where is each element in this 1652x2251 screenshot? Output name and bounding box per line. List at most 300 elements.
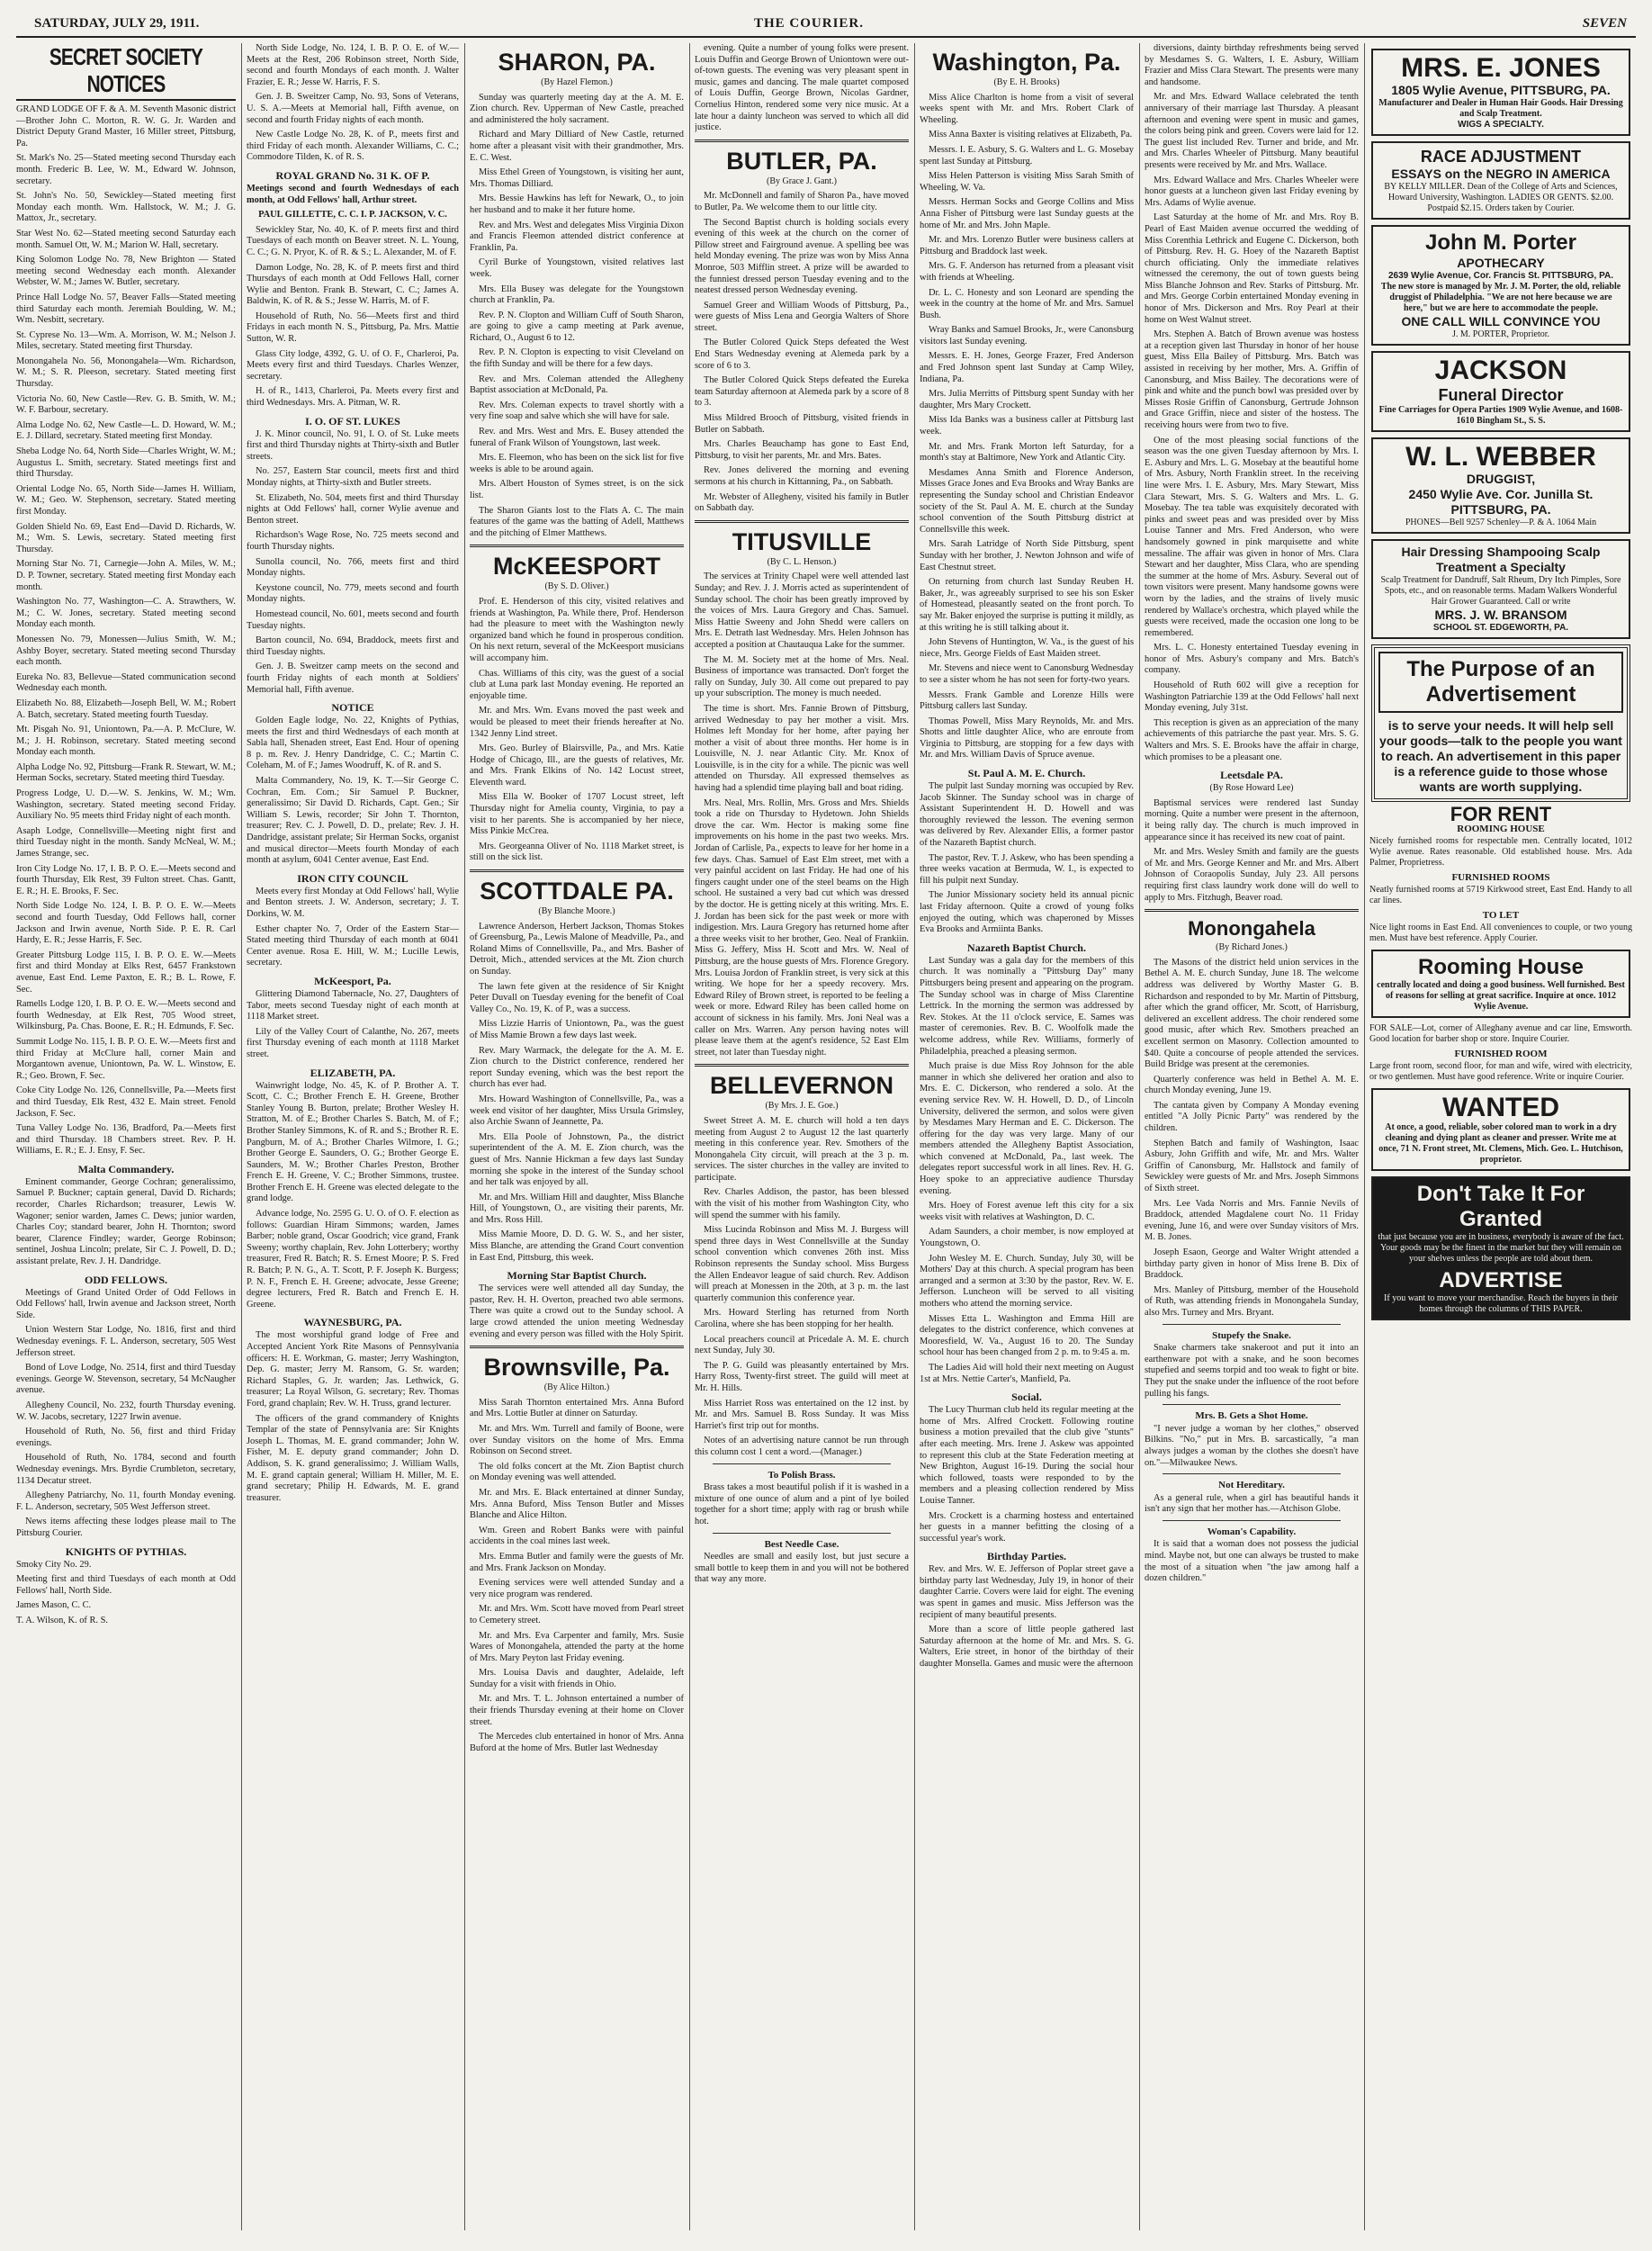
ad-porter-sub: APOTHECARY: [1457, 256, 1545, 270]
news-paragraph: John Stevens of Huntington, W. Va., is the guest of his niece, Mrs. George Fields of East Maiden street.: [920, 637, 1134, 659]
rooming-house-text: Nicely furnished rooms for respectable men. Centrally located, 1012 Wylie avenue. Rates reasonable. Old established house. Mrs. Ada Palmer, Proprietress.: [1369, 836, 1632, 868]
lodge-notice: Morning Star No. 71, Carnegie—John A. Miles, W. M.; D. P. Towner, secretary. Stated meeting first Monday each month.: [16, 559, 236, 592]
news-paragraph: Mr. and Mrs. E. Black entertained at dinner Sunday, Mrs. Anna Buford, Miss Tenson Butler and Misses Blanche and Alice Hilton.: [470, 1487, 684, 1521]
lodge-notice: Oriental Lodge No. 65, North Side—James H. William, W. M.; Geo. W. Stephenson, secretary. Stated meeting first Monday.: [16, 483, 236, 517]
news-paragraph: Mrs. E. Fleemon, who has been on the sick list for five weeks is able to be around again.: [470, 453, 684, 474]
news-paragraph: Thomas Powell, Miss Mary Reynolds, Mr. and Mrs. Shotts and little daughter Alice, who are enroute from Virginia to Pittsburg, are stopping for a few days with Mr. and Mrs. William Davis of Spruce avenue.: [920, 716, 1134, 761]
column-rule: [1139, 43, 1140, 2230]
news-paragraph: Adam Saunders, a choir member, is now employed at Youngstown, O.: [920, 1227, 1134, 1249]
elizabeth-text: Wainwright lodge, No. 45, K. of P. Brother A. T. Scott, C. C.; Brother French E. H. Greene, Brother Stanley Young B. Burton, prelate; Brother Wesley H. Stratton, M. of E.; Brother Charles S. Batch, M. of F.; Brother Stanley Simmons, K. of R. and S.; Brother R. E. Pangburn, M. of A.; Brother Charles Wilmore, I. G.; Brother George E. Saunders, O. G.; Brother George E. Saunders, M. W.; Brother Charles Preston, Brother French E. H. Greene, V. C.; Brother Simmons, trustee. Brother French E. H. Greene was elected delegate to the grand lodge.: [247, 1080, 459, 1204]
news-paragraph: Mr. Webster of Allegheny, visited his family in Butler on Sabbath day.: [695, 491, 909, 514]
lodge-list-top: [247, 43, 459, 164]
news-paragraph: Mrs. Geo. Burley of Blairsville, Pa., and Mrs. Katie Hodge of Chicago, Ill., are the guests of relatives, Mr. and Mrs. Frank Elkins of No. 142 Locust street, Eleventh ward.: [470, 743, 684, 788]
bellevernon-text: [695, 1116, 909, 1459]
ad-race-adjustment: [1371, 141, 1630, 220]
news-paragraph: Mrs. Louisa Davis and daughter, Adelaide, left Sunday for a visit with friends in Ohio.: [470, 1668, 684, 1689]
news-paragraph: The services at Trinity Chapel were well attended last Sunday; and Rev. J. J. Morris acted as superintendent of Sunday school. The choir has been greatly improved by the voices of Mrs. Laura Gregory and Chas. Samuel. Miss Hattie Sweeny and John Shedd were callers on Mrs. E. Detrath last Wednesday. Mrs. Helen Johnson has accepted a position at Chautauqua Lake for the summer.: [695, 572, 909, 650]
ad-purpose-body: is to serve your needs. It will help sell your goods—talk to the people you want to reach. An advertisement in this paper is a reference guide to those whose wants are worth supplying.: [1379, 718, 1622, 794]
kop-heading: KNIGHTS OF PYTHIAS.: [65, 1544, 187, 1558]
to-let-text: Nice light rooms in East End. All conveniences to couple, or two young men. Must have best reference. Apply Courier.: [1369, 923, 1632, 943]
divider: [713, 1463, 891, 1464]
mckeesport-lodge-heading: McKeesport, Pa.: [314, 974, 391, 987]
sharon-text: [470, 93, 684, 540]
news-paragraph: Miss Mamie Moore, D. D. G. W. S., and her sister, Miss Blanche, are attending the Grand Court convention in East End, Pittsburg, this week.: [470, 1229, 684, 1263]
st-lukes-notice: Barton council, No. 694, Braddock, meets first and third Tuesday nights.: [247, 635, 459, 657]
ad-porter-name: John M. Porter: [1424, 230, 1576, 255]
monongahela-heading: Monongahela: [1188, 917, 1315, 941]
titusville-text: [695, 572, 909, 1058]
ad-bransom-address: SCHOOL ST. EDGEWORTH, PA.: [1432, 623, 1569, 633]
news-paragraph: Mr. and Mrs. Lorenzo Butler were business callers at Pittsburg and Braddock last week.: [920, 235, 1134, 257]
lodge-notice: Prince Hall Lodge No. 57, Beaver Falls—Stated meeting third Saturday each month. Jeremiah Boulding, W. M.; Wm. Nesbitt, secretary.: [16, 292, 236, 326]
divider: [470, 1346, 684, 1348]
news-paragraph: The Mercedes club entertained in honor of Mrs. Anna Buford at the home of Mrs. Butler last Wednesday: [470, 1732, 684, 1753]
furnished-room-text: Large front room, second floor, for man and wife, wired with electricity, or two gentlemen. Must have good reference. Write or inquire Courier.: [1369, 1061, 1632, 1082]
news-paragraph: Richard and Mary Dilliard of New Castle, returned home after a pleasant visit with their grandmother, Mrs. E. C. West.: [470, 130, 684, 163]
furnished-rooms-heading: FURNISHED ROOMS: [1451, 872, 1550, 883]
news-paragraph: The P. G. Guild was pleasantly entertained by Mrs. Harry Ross, Twenty-first street. The guild will meet at Mr. H. Hills.: [695, 1360, 909, 1393]
divider: [1163, 1404, 1341, 1405]
lodge-notice: H. of R., 1413, Charleroi, Pa. Meets every first and third Wednesdays. Mrs. A. Pitman, W. R.: [247, 386, 459, 409]
column-2: [247, 43, 459, 2230]
ad-webber-phones: PHONES—Bell 9257 Schenley—P. & A. 1064 Main: [1405, 518, 1597, 527]
news-paragraph: Prof. E. Henderson of this city, visited relatives and friends at Washington, Pa. While there, Prof. Henderson had the pleasure to meet with the Washington newly organized band which he found in prosperous condition. On his next return, several of the McKeesport musicians will accompany him.: [470, 596, 684, 663]
mckeesport-lodge-notice: Glittering Diamond Tabernacle, No. 27, Daughters of Tabor, meets second Tuesday night of each month at 1118 Market street.: [247, 988, 459, 1022]
divider: [695, 140, 909, 142]
lodge-notice: Gen. J. B. Sweitzer Camp, No. 93, Sons of Veterans, U. S. A.—Meets at Memorial hall, Fifth avenue, on second and fourth Friday nights of each month.: [247, 92, 459, 125]
waynesburg-notice: The officers of the grand commandery of Knights Templar of the state of Pennsylvania are: Sir Knights Joseph L. Thomas, M. E. grand commander; John W. Fisher, M. E. deputy grand commander; John D. Addison, S. K. grand generalissimo; J. William Walls, M. E. grand captain general; William H. Miller, M. E. grand secretary; Philip H. Edwards, M. E. grand treasurer.: [247, 1413, 459, 1503]
lodge-list-mid: [247, 225, 459, 410]
lodge-notice: Washington No. 77, Washington—C. A. Strawthers, W. M.; C. W. Jones, secretary. Stated meeting second Monday each month.: [16, 597, 236, 630]
snake-heading: Stupefy the Snake.: [1212, 1329, 1291, 1341]
lodge-notice: Glass City lodge, 4392, G. U. of O. F., Charleroi, Pa. Meets every first and third Tuesdays. Charles Wenzer, secretary.: [247, 348, 459, 382]
news-paragraph: The Junior Missionary society held its annual picnic last Friday afternoon. Quite a crowd of young folks enjoyed the outing, which was chaperoned by Misses Eva Brooks and Armiinta Banks.: [920, 890, 1134, 935]
news-paragraph: diversions, dainty birthday refreshments being served by Mesdames S. G. Walters, I. E. Asbury, William Frazier and Miss Clara Stewart. The presents were many and handsome.: [1145, 43, 1359, 87]
news-paragraph: Mr. and Mrs. Wesley Smith and family are the guests of Mr. and Mrs. George Kenner and Mr. and Mrs. Albert Johnson of Coraopolis Sunday, July 23. All persons requiring first class laundry work done will do well to apply to Mrs. Fitzhugh, Beaver road.: [1145, 847, 1359, 903]
continued-social-text: [1145, 43, 1359, 763]
bellevernon-byline: (By Mrs. J. E. Goe.): [765, 1101, 839, 1112]
column-3: [470, 43, 684, 2230]
classifieds-2: [1369, 1023, 1632, 1083]
ad-advertise-body: If you want to move your merchandise. Reach the buyers in their homes through the columns of THIS PAPER.: [1384, 1293, 1618, 1314]
ad-jackson-name: JACKSON: [1434, 356, 1567, 385]
news-paragraph: Rev. Jones delivered the morning and evening sermons at his church in Kittanning, Pa., on Sabbath.: [695, 465, 909, 487]
news-paragraph: Rev. and Mrs. W. E. Jefferson of Poplar street gave a birthday party last Wednesday, July 19, in honor of their daughter Carrie. Covers were laid for eight. The evening was spent in games and music. Miss Jefferson was the recipient of many beautiful presents.: [920, 1564, 1134, 1620]
news-paragraph: Mrs. Neal, Mrs. Rollin, Mrs. Gross and Mrs. Shields took a ride on Thursday to Hydetown. John Shields drove the car. Wm. Hector is making some fine improvements on his home in the past two weeks. Mrs. Jordan of Carlisle, Pa., expects to leave for her home in a few days. Chas. Samuel of East Elm street, met with a very painful accident on last Friday. He had one of his fingers caught under one of the steel beams on the High school. He sustained a very bad cut which was dressed by the doctor. He is getting nicely at this writing. Mrs. E. J. Jordan has been sick for the past week or more with indigestion. Mrs. Laura Gregory has returned home after a three weeks visit to her brother, Geo. Neal of Frankiin. Miss G. Jeffery, Miss H. Scott and Mrs. W. Neal of Pittsburg, are the house guests of Mrs. Florence Gregory. Mrs. Louisa Jordon of Franklin street, is very sick at this writing. We hope for her a speedy recovery. Mrs. Edward Riley of Brown street, is reported to be feeling a week or more. Edward Riley has been called home on account of sickness in his family. Mrs. Joni Neal was a caller on Mrs. Warren. Any person having notes will please leave them at the agent's residence, 52 East Elm street, not later than Tuesday night.: [695, 797, 909, 1058]
st-lukes-notice: Homestead council, No. 601, meets second and fourth Tuesday nights.: [247, 608, 459, 631]
nazareth-text: [920, 956, 1134, 1385]
news-paragraph: Rev. and Mrs. West and Mrs. E. Busey attended the funeral of Frank Wilson of Youngstown, last week.: [470, 427, 684, 448]
news-paragraph: Miss Ida Banks was a business caller at Pittsburg last week.: [920, 415, 1134, 437]
news-paragraph: The pastor, Rev. T. J. Askew, who has been spending a three weeks vacation at Bermuda, W. I., is expected to fill his pulpit next Sunday.: [920, 852, 1134, 886]
morning-star-text: [470, 1283, 684, 1340]
oddfellows-notice: Allegheny Patriarchy, No. 11, fourth Monday evening. F. L. Anderson, secretary, 505 West Jefferson street.: [16, 1490, 236, 1512]
social-heading: Social.: [1011, 1391, 1042, 1404]
kop-notice: Meeting first and third Tuesdays of each month at Odd Fellows' hall, North Side.: [16, 1574, 236, 1596]
lodge-notice: Victoria No. 60, New Castle—Rev. G. B. Smith, W. M.; W. F. Barbour, secretary.: [16, 393, 236, 416]
news-paragraph: Mrs. Edward Wallace and Mrs. Charles Wheeler were honor guests at a luncheon given last Friday evening by Mrs. Adams of Wylie avenue.: [1145, 175, 1359, 208]
news-paragraph: Mrs. G. F. Anderson has returned from a pleasant visit with friends at Wheeling.: [920, 261, 1134, 283]
mckeesport-heading: McKEESPORT: [492, 553, 661, 581]
news-paragraph: Mr. and Mrs. Edward Wallace celebrated the tenth anniversary of their marriage last Thursday. A pleasant afternoon and evening were spent in music and games, the colors being pink and green. Covers were laid for 12. The guest list included Rev. Turner and bride, and Mr. and Mrs. Charles Wheeler of Pittsburg. Many beautiful presents were received by Mr. and Mrs. Wallace.: [1145, 92, 1359, 170]
ad-jones-line1: Manufacturer and Dealer in Human Hair Goods. Hair Dressing and Scalp Treatment.: [1378, 98, 1623, 119]
notice-heading: NOTICE: [331, 701, 374, 715]
birthday-heading: Birthday Parties.: [987, 1550, 1066, 1563]
monongahela-byline: (By Richard Jones.): [1216, 942, 1288, 953]
news-paragraph: Mrs. Stephen A. Batch of Brown avenue was hostess at a reception given last Thursday in honor of her house guest, Miss Ella Bailey of Pittsburg. Mrs. Batch was assisted in receiving by her mother, Mrs. A. Griffin of Canonsburg, and Miss Bailey. The decorations were of pink and white and the punch bowl was presided over by Misses Rosie Griffin of Canonsburg, Gertrude Johnson and Grace Griffin, niece and sister of the hostess. The receiving hours were from two to five.: [1145, 329, 1359, 430]
news-paragraph: Mrs. Georgeanna Oliver of No. 1118 Market street, is still on the sick list.: [470, 841, 684, 863]
news-paragraph: Mrs. Howard Sterling has returned from North Carolina, where she has been stopping for her health.: [695, 1308, 909, 1329]
lodge-notice: North Side Lodge, No. 124, I. B. P. O. E. of W.—Meets at the Rest, 206 Robinson street, North Side, second and fourth Mondays of each month. J. Walter Frazier, E. R.; Jesse W. Harris, F. S.: [247, 43, 459, 87]
oddfellows-notice: Household of Ruth, No. 56, first and third Friday evenings.: [16, 1427, 236, 1448]
rooming-house-heading: ROOMING HOUSE: [1457, 824, 1545, 834]
news-paragraph: Miss Helen Patterson is visiting Miss Sarah Smith of Wheeling, W. Va.: [920, 171, 1134, 193]
lodge-list: [16, 104, 236, 1157]
news-paragraph: Wm. Green and Robert Banks were with painful accidents in the coal mines last week.: [470, 1525, 684, 1547]
news-paragraph: Mrs. Howard Washington of Connellsville, Pa., was a week end visitor of her daughter, Miss Ursula Grimsley, also Archie Swann of Jeannette, Pa.: [470, 1094, 684, 1128]
news-paragraph: Mesdames Anna Smith and Florence Anderson, Misses Grace Jones and Eva Brooks and Wray Banks are representing the Sunday school and Christian Endeavor society of the St. Paul A. M. E. church at the Sunday school convention of the South Pittsburg district at Connellsville this week.: [920, 467, 1134, 535]
news-paragraph: This reception is given as an appreciation of the many achievements of this patriarche the past year. Mrs. S. G. Walters and Mrs. S. E. Brooks have the affair in charge, which promises to be a pleasant one.: [1145, 717, 1359, 762]
monongahela-text: [1145, 958, 1359, 1319]
secret-society-title: SECRET SOCIETY NOTICES: [16, 43, 236, 101]
nazareth-heading: Nazareth Baptist Church.: [967, 941, 1086, 954]
ad-bransom-name: MRS. J. W. BRANSOM: [1434, 608, 1567, 622]
news-paragraph: Miss Anna Baxter is visiting relatives at Elizabeth, Pa.: [929, 130, 1133, 140]
news-paragraph: The Masons of the district held union services in the Bethel A. M. E. church Sunday, June 18. The welcome address was delivered by Worthy Master G. B. Richardson and responded to by Mr. Martin of Pittsburg, after which the grand officer, Mr. Scott, of Harrisburg, delivered an excellent address. The choir rendered some good music, after which Rev. Smothers preached an excellent sermon on Masonry. Collection amounted to $40. Quite a concourse of people attended the services. Build Bridge was present at the ceremonies.: [1145, 957, 1359, 1070]
news-paragraph: Local preachers council at Pricedale A. M. E. church next Sunday, July 30.: [695, 1334, 909, 1356]
ad-bransom-head: Hair Dressing Shampooing Scalp Treatment a Specialty: [1401, 545, 1601, 574]
butler-byline: (By Grace J. Gant.): [766, 176, 838, 186]
news-paragraph: Last Saturday at the home of Mr. and Mrs. Roy B. Pearl of East Maiden avenue occurred the wedding of Miss Corenthia Lethrick and Eugene C. Dickerson, both of Pittsburg. Rev. H. G. Hoey of the Nazareth Baptist church officiating. Only the immediate relatives witnessed the ceremony, the out of town guests being Miss Blanche Johnson and Rev. Starks of Pittsburg. Mr. and Mrs. George Corbin entertained Monday evening in honor of Mrs. Dickerson and Mrs. Roy Pearl at their home on West Walnut street.: [1145, 212, 1359, 325]
bellevernon-heading: BELLEVERNON: [709, 1072, 894, 1100]
news-paragraph: The M. M. Society met at the home of Mrs. Neal. Business of importance was transacted. Don't forget the rally on Sunday, July 30. All come out prepared to pay up your subscription. The money is much needed.: [695, 654, 909, 699]
st-lukes-list: [247, 429, 459, 696]
ad-webber-address: 2450 Wylie Ave. Cor. Junilla St. PITTSBURG, PA.: [1408, 487, 1594, 517]
lodge-notice: St. Cyprese No. 13—Wm. A. Morrison, W. M.; Nelson J. Miles, secretary. Stated meeting first Thursday.: [16, 329, 236, 352]
lodge-notice: Damon Lodge, No. 28, K. of P. meets first and third Thursdays of each month at Odd Fellows Hall, corner Wylie and Benton. Frank B. Stewart, C. C.; James A. Baldwin, K. of R. & S.; Jesse W. Harris, M. of F.: [247, 262, 459, 307]
scottdale-text: [470, 922, 684, 1265]
lodge-notice: Progress Lodge, U. D.—W. S. Jenkins, W. M.; Wm. Washington, secretary. Stated meeting second Friday. Auxiliary No. 95 meets third Friday night of each month.: [16, 788, 236, 822]
news-paragraph: Mrs. Ella Poole of Johnstown, Pa., the district superintendent of the A. M. E. Zion church, was the guest of Mrs. Nannie Hickman a few days last Sunday morning she spoke in the interest of the Sunday school and her talk was enjoyed by all.: [470, 1131, 684, 1188]
st-lukes-notice: Richardson's Wage Rose, No. 725 meets second and fourth Thursday nights.: [247, 530, 459, 552]
st-lukes-notice: Gen. J. B. Sweitzer camp meets on the second and fourth Friday nights of each month at Soldiers' Memorial hall, Fifth avenue.: [247, 662, 459, 695]
ad-race-head: RACE ADJUSTMENT: [1420, 148, 1582, 166]
polish-brass-heading: To Polish Brass.: [768, 1469, 836, 1481]
ad-purpose-head: The Purpose of an Advertisement: [1378, 652, 1623, 713]
news-paragraph: Mr. and Mrs. T. L. Johnson entertained a number of their friends Thursday evening at their home on Clover street.: [470, 1694, 684, 1727]
column-rule: [1364, 43, 1365, 2230]
news-paragraph: Mrs. Emma Butler and family were the guests of Mr. and Mrs. Frank Jackson on Monday.: [470, 1551, 684, 1573]
news-paragraph: Mr. and Mrs. Wm. Turrell and family of Boone, were over Sunday visitors on the home of Mrs. Emma Robinson on Second street.: [470, 1424, 684, 1457]
news-paragraph: John Wesley M. E. Church. Sunday, July 30, will be Mothers' Day at this church. A special program has been arranged and a sermon at 3:30 by the pastor, Rev. W. E. Jefferson. Luncheon will be served to all visiting mothers who attend the morning service.: [920, 1253, 1134, 1309]
ad-jackson-sub: Funeral Director: [1438, 386, 1564, 404]
oddfellows-list: [16, 1288, 236, 1540]
news-paragraph: Rev. P. N. Clopton and William Cuff of South Sharon, are going to give a camp meeting at Park avenue, Richard, O., August 6 to 12.: [470, 310, 684, 343]
for-sale-text: FOR SALE—Lot, corner of Alleghany avenue and car line, Emsworth. Good location for barber shop or store. Inquire Courier.: [1369, 1023, 1632, 1044]
elizabeth-heading: ELIZABETH, PA.: [310, 1066, 396, 1079]
iron-city-list: [247, 887, 459, 969]
news-paragraph: Messrs. E. H. Jones, George Frazer, Fred Anderson and Fred Johnson spent last Sunday at Camp Wiley, Indiana, Pa.: [920, 351, 1134, 384]
snake-text: Snake charmers take snakeroot and put it into an earthenware pot with a snake, and he soon becomes stupefied and seems torpid and too weak to fight or bite. They put the snake under the influence of the root before pulling his fangs.: [1145, 1343, 1359, 1399]
news-paragraph: Lawrence Anderson, Herbert Jackson, Thomas Stokes of Greensburg, Pa., Lewis Malone of Meadville, Pa., and Roland Mims of Connellsville, Pa., and Mrs. Basher of Detroit, Mich., attended services at the Mt. Zion church on Sunday.: [470, 921, 684, 977]
news-paragraph: Quarterly conference was held in Bethel A. M. E. church Monday evening, June 19.: [1145, 1074, 1359, 1096]
news-paragraph: Rev. Charles Addison, the pastor, has been blessed with the visit of his mother from Washington City, who will spend the summer with his family.: [695, 1187, 909, 1220]
washington-text: [920, 93, 1134, 761]
lodge-notice: New Castle Lodge No. 28, K. of P., meets first and third Friday of each month. Alexander Williams, C. C.; Commodore Tilden, K. of R. S.: [247, 130, 459, 163]
news-paragraph: Miss Alice Charlton is home from a visit of several weeks spent with Mr. and Mrs. Robert Clark of Wheeling.: [920, 92, 1134, 125]
kop-list: [16, 1560, 236, 1627]
column-4: [695, 43, 909, 2230]
news-paragraph: Mr. and Mrs. Frank Morton left Saturday, for a month's stay at Baltimore, New York and Atlantic City.: [920, 441, 1134, 464]
continued-text: [695, 43, 909, 134]
news-paragraph: Mrs. Manley of Pittsburg, member of the Household of Ruth, was attending friends in Monongahela Sunday, also Mrs. Turney and Mrs. Bryant.: [1145, 1284, 1359, 1318]
furnished-room-heading: FURNISHED ROOM: [1454, 1049, 1548, 1059]
news-paragraph: One of the most pleasing social functions of the season was the one given Tuesday afternoon by Mrs. I. E. Asbury and Mrs. L. G. Mosebay at the beautiful home of Mrs. Asbury, North Franklin street. In the receiving line were Mrs. I. E. Asbury, Mrs. Mary Stewart, Miss Clara Stewart, Mrs. S. G. Walters and Mrs. L. G. Mosebay. The tea table was exquisitely decorated with pinks and sweet peas and was presided over by Miss Louise Tanner and Mrs. Fred Anderson, who were handsomely gowned in pink marquisette and white messaline. The affair was given in honor of Mrs. Clara Stewart and her daughter, Miss Clara, who are spending the summer at the home of Mrs. Asbury. Several out of town visitors were present. Many handsome gowns were worn by the ladies, and the strains of lively music rendered by Wallace's orchestra, which played while the guests were received, made the occasion one long to be remembered.: [1145, 435, 1359, 638]
ad-porter-body: The new store is managed by Mr. J. M. Porter, the old, reliable druggist of Philadelphia. "We are not here because we are here," but we are here to accommodate the people.: [1380, 282, 1621, 313]
mckeesport-lodge-notice: Lily of the Valley Court of Calanthe, No. 267, meets first Thursday evening of each month at 1118 Market street.: [247, 1026, 459, 1059]
ad-webber-name: W. L. WEBBER: [1405, 442, 1596, 472]
furnished-rooms-text: Neatly furnished rooms at 5719 Kirkwood street, East End. Handy to all car lines.: [1369, 885, 1632, 905]
oddfellows-heading: ODD FELLOWS.: [84, 1273, 167, 1286]
malta-text: Eminent commander, George Cochran; generalissimo, Samuel P. Buckner; captain general, David D. Richards; recorder, Charles Richardson; treasurer, Lewis W. Wagoner; senior warden, James C. Dews; junior warden, Charles Coy; standard bearer, John H. Thornton; sword bearer, Clarence Findley; warder, George Robinson; sentinel, Joshua Lincoln; prelate, Sir C. J. Powell, D. D.; assistant prelate, Rev. J. H. Dandridge.: [16, 1176, 236, 1267]
iron-city-notice: Meets every first Monday at Odd Fellows' hall, Wylie and Benton streets. J. W. Anderson, secretary; J. T. Dorkins, W. M.: [247, 886, 459, 919]
st-lukes-notice: Keystone council, No. 779, meets second and fourth Monday nights.: [247, 582, 459, 605]
column-rule: [689, 43, 690, 2230]
oddfellows-notice: Allegheny Council, No. 232, fourth Thursday evening. W. W. Jacobs, secretary, 1227 Irwin avenue.: [16, 1400, 236, 1422]
news-paragraph: Rev. Mary Warmack, the delegate for the A. M. E. Zion church to the District conference, rendered her report Sunday evening, which was the best report the church has ever had.: [470, 1045, 684, 1090]
news-paragraph: Mrs. Lee Vada Norris and Mrs. Fannie Nevils of Braddock, attended Magdalene court No. 11 Friday evening, June 16, and were over Sunday visitors of Mrs. M. B. Jones.: [1145, 1198, 1359, 1243]
washington-byline: (By E. H. Brooks): [993, 77, 1060, 87]
ad-race-sub: ESSAYS on the NEGRO IN AMERICA: [1391, 167, 1611, 181]
paper-name: THE COURIER.: [754, 16, 865, 31]
leetsdale-text: [1145, 798, 1359, 904]
butler-text: [695, 191, 909, 514]
royal-grand-text: Meetings second and fourth Wednesdays of each month, at Odd Fellows' hall, Arthur street.: [247, 183, 459, 205]
lodge-notice: Monessen No. 79, Monessen—Julius Smith, W. M.; Ashby Boyer, secretary. Stated meeting second Thursday each month.: [16, 634, 236, 668]
st-paul-text: [920, 781, 1134, 936]
hereditary-heading: Not Hereditary.: [1218, 1480, 1285, 1491]
news-paragraph: Dr. L. C. Honesty and son Leonard are spending the week in the country at the home of Mr. and Mrs. Samuel Bush.: [920, 287, 1134, 320]
news-paragraph: Mrs. Crockett is a charming hostess and entertained her guests in a manner befitting the closing of a successful year's work.: [920, 1510, 1134, 1544]
news-paragraph: Chas. Williams of this city, was the guest of a social club at Luna park last Monday evening. He reported an enjoyable time.: [470, 668, 684, 701]
lodge-notice: Monongahela No. 56, Monongahela—Wm. Richardson, W. M.; S. R. Pleeson, secretary. Stated meeting first Thursday.: [16, 356, 236, 390]
news-paragraph: Miss Lucinda Robinson and Miss M. J. Burgess will spend three days in West Connellsville at the Sunday school convention which convenes 26th inst. Miss Robinson represents the Sunday school. Miss Burgess the Allen Endeavor league of said church. Rev. Addison will preach at Monessen in the 20th, at 3 p. m. the last quarterly communion this conference year.: [695, 1225, 909, 1303]
ad-dont-take-body: that just because you are in business, everybody is aware of the fact. Your goods may be the finest in the market but they will remain on your shelves unless the people are told about them.: [1378, 1232, 1624, 1264]
ad-mrs-jones: [1371, 49, 1630, 136]
divider: [713, 1533, 891, 1534]
mckeesport-lodge-list: [247, 989, 459, 1061]
lodge-notice: North Side Lodge No. 124, I. B. P. O. E. W.—Meets second and fourth Tuesday, Odd Fellows hall, corner Jackson and Irwin avenue, North Side. P. E. R. Carl Hardy, E. R.; Jesse Harris, F. Sec.: [16, 901, 236, 946]
news-paragraph: Mrs. Bessie Hawkins has left for Newark, O., to join her husband and to make it her future home.: [470, 194, 684, 215]
ad-dont-take: [1371, 1176, 1630, 1320]
leetsdale-heading: Leetsdale PA.: [1220, 769, 1283, 782]
column-5: [920, 43, 1134, 2230]
news-paragraph: Baptismal services were rendered last Sunday morning. Quite a number were present in the afternoon, it being rally day. The church is much improved in appearance since it has received its new coat of paint.: [1145, 797, 1359, 842]
lodge-notice: Sheba Lodge No. 64, North Side—Charles Wright, W. M.; Augustus L. Smith, secretary. Stated meetings first and third Thursday.: [16, 446, 236, 480]
oddfellows-notice: Union Western Star Lodge, No. 1816, first and third Wednesday evenings. F. L. Anderson, secretary, 505 West Jefferson street.: [16, 1325, 236, 1358]
news-paragraph: Last Sunday was a gala day for the members of this church. It was nominally a "Pittsburg Day" many Pittsburgers being present and appearing on the program. The Sunday school was in charge of Miss Clarentine Lettrick. In the morning the sermon was addressed by Rev. Stokes. At the 11 o'clock service, E. Sames was master of ceremonies. Rev. B. C. Woolfolk made the welcome address, while Rev. Williams, formerly of Philadelphia, preached a pleasing sermon.: [920, 955, 1134, 1057]
lodge-notice: Star West No. 62—Stated meeting second Saturday each month. Samuel Ott, W. M.; Marion W. Hall, secretary.: [16, 228, 236, 250]
divider: [695, 520, 909, 523]
news-paragraph: Miss Ethel Green of Youngstown, is visiting her aunt, Mrs. Thomas Dilliard.: [470, 167, 684, 189]
ad-webber-sub: DRUGGIST,: [1466, 472, 1536, 486]
lodge-notice: Alma Lodge No. 62, New Castle—L. D. Howard, W. M.; E. J. Dillard, secretary. Stated meeting first Monday.: [16, 419, 236, 442]
brownsville-text: [470, 1398, 684, 1755]
news-paragraph: The Second Baptist church is holding socials every evening of this week at the church on the corner of Pillow street and Fairground avenue. A spelling bee was held Monday evening. The prize was won by Miss Anna Monroe, 503 Mifflin street. A prize will be awarded to the funniest dressed person Tuesday evening and to the neatest dressed person Wednesday evening.: [695, 217, 909, 296]
lodge-notice: Asaph Lodge, Connellsville—Meeting night first and third Tuesday night in the month. Sandy McNeal, W. M.; James Strange, sec.: [16, 825, 236, 860]
lodge-notice: Greater Pittsburg Lodge 115, I. B. P. O. E. W.—Meets first and third Monday at Elks Rest, 6457 Frankstown avenue, East End. Leme Paxton, E. R.; B. L. Rowe, F. Sec.: [16, 950, 236, 995]
news-paragraph: The Butler Colored Quick Steps defeated the West End Stars Wednesday evening at Alemeda park by a score of 6 to 3.: [695, 338, 909, 371]
for-rent-heading: FOR RENT: [1450, 803, 1552, 825]
news-paragraph: Sunday was quarterly meeting day at the A. M. E. Zion church. Rev. Upperman of New Castle, preached and administered the holy sacrament.: [470, 92, 684, 125]
capability-heading: Woman's Capability.: [1207, 1526, 1297, 1537]
st-lukes-notice: Sunolla council, No. 766, meets first and third Monday nights.: [247, 556, 459, 579]
oddfellows-notice: Meetings of Grand United Order of Odd Fellows in Odd Fellows' hall, Irwin avenue and Jackson street, North Side.: [16, 1287, 236, 1320]
page-number: SEVEN: [1582, 16, 1627, 31]
news-paragraph: Joseph Esaon, George and Walter Wright attended a birthday party given in honor of Miss Irene B. Dix of Braddock.: [1145, 1247, 1359, 1281]
lodge-notice: St. Mark's No. 25—Stated meeting second Thursday each month. Frederic B. Lee, W. M., Edward W. Johnson, secretary.: [16, 153, 236, 186]
news-paragraph: The time is short. Mrs. Fannie Brown of Pittsburg, arrived Wednesday to pay her mother a visit. Mrs. Holmes left Monday for her home, after paying her mother a visit of about three months. Her home is in Louisville, N. J. near Atlantic City. Mr. Knox of Louisville, is in the city for a while. The picnic was well attended on Thursday. All expressed themselves as having had a splendid time playing ball and boat riding.: [695, 703, 909, 794]
ad-purpose: [1371, 644, 1630, 802]
divider: [1163, 1473, 1341, 1474]
mrs-b-text: "I never judge a woman by her clothes," observed Bilkins. "No," put in Mrs. B. sarcastically, "a man always judges a woman by the clothes she doesn't have on."—Milwaukee News.: [1145, 1423, 1359, 1468]
news-paragraph: Mrs. Albert Houston of Symes street, is on the sick list.: [470, 479, 684, 500]
royal-grand-officers: PAUL GILLETTE, C. C. I. P. JACKSON, V. C.: [258, 210, 447, 221]
lodge-notice: Summit Lodge No. 115, I. B. P. O. E. W.—Meets first and third Friday at McClure hall, corner Main and Morgantown avenue, Uniontown, Pa. W. L. Winstow, E. R.; Geo. Brown, F. Sec.: [16, 1036, 236, 1081]
st-lukes-notice: J. K. Minor council, No. 91, I. O. of St. Luke meets first and third Thursday nights at Thirty-sixth and Butler streets.: [247, 428, 459, 462]
notice-item: Malta Commandery, No. 19, K. T.—Sir George C. Cochran, Em. Com.; Sir Samuel P. Buckner, generalissimo; Sir David D. Richards, Capt. Gen.; Sir William S. Lewis, recorder; Sir John T. Thornton, treasurer; Rev. C. J. Powell, D. D., prelate; Rev. J. H. Dandridge, assistant prelate; Sir Herman Socks, organist and musical director—Meets fourth Monday of each month at asylum, 6041 Center avenue, East End.: [247, 776, 459, 866]
notice-item: Golden Eagle lodge, No. 22, Knights of Pythias, meets the first and third Wednesdays of each month at Sabla hall, Shenaden street, East End. Hour of opening 8 p. m. Rev. J. Henry Dandridge, C. C.; Martin C. Coleham, M. of F.; James Woodruff, K. of R. and S.: [247, 716, 459, 771]
news-paragraph: Mrs. Charles Beauchamp has gone to East End, Pittsburg, to visit her parents, Mr. and Mrs. Bates.: [695, 439, 909, 461]
news-paragraph: The services were well attended all day Sunday, the pastor, Rev. H. H. Overton, preached two able sermons. There was quite a crowd out to the Sunday school. A large crowd attended the union meeting Wednesday evening and every person was filled with the Holy Spirit.: [470, 1283, 684, 1339]
ad-rooming-house: [1371, 950, 1630, 1018]
oddfellows-notice: News items affecting these lodges please mail to The Pittsburg Courier.: [16, 1517, 236, 1538]
iron-city-notice: Esther chapter No. 7, Order of the Eastern Star—Stated meeting third Thursday of each month at 6041 Center avenue. Rosa E. Hill, W. M.; Lucille Lewis, secretary.: [247, 923, 459, 968]
news-paragraph: Mrs. Julia Merritts of Pittsburg spent Sunday with her daughter, Mrs Mary Crockett.: [920, 389, 1134, 410]
divider: [1145, 909, 1359, 912]
news-paragraph: The cantata given by Company A Monday evening entitled "A Jolly Picnic Party" was rendered by the children.: [1145, 1100, 1359, 1134]
newspaper-page: [16, 13, 1636, 2236]
ad-jones-line2: WIGS A SPECIALTY.: [1458, 120, 1544, 130]
sharon-byline: (By Hazel Flemon.): [541, 77, 613, 87]
oddfellows-notice: Household of Ruth, No. 1784, second and fourth Wednesday evenings. Mrs. Byrdie Crumbleton, secretary, 1134 Decatur street.: [16, 1453, 236, 1486]
waynesburg-notice: The most worshipful grand lodge of Free and Accepted Ancient York Rite Masons of Pennsylvania officers: H. E. Workman, G. master; Jerry Washington, Dep. G. master; Jerry M. Ransom, G. Sr. warden; Richard Staples, G. Jr. warden; Jas. Lethwick, G. treasurer; La Royal Wilson, G. secretary; Rev. Thomas Ford, grand chaplain; Rev. W. H. Truss, grand lecturer.: [247, 1330, 459, 1409]
ad-porter-address: 2639 Wylie Avenue, Cor. Francis St. PITTSBURG, PA.: [1387, 271, 1614, 281]
lodge-notice: Ramells Lodge 120, I. B. P. O. E. W.—Meets second and fourth Wednesday, at Elk Rest, 705 Wood street, Wilkinsburg, Pa. Chas. Boone, E. R.; H. Edmunds, F. Sec.: [16, 999, 236, 1032]
ad-wanted-head: WANTED: [1442, 1093, 1559, 1122]
news-paragraph: Notes of an advertising nature cannot be run through this column cost 1 cent a word.—(Manager.): [695, 1436, 909, 1457]
column-rule: [464, 43, 465, 2230]
st-lukes-notice: St. Elizabeth, No. 504, meets first and third Thursday nights at Odd Fellows' hall, corner Wylie avenue and Benton street.: [247, 492, 459, 526]
ad-wanted-body: At once, a good, reliable, sober colored man to work in a dry cleaning and dying plant as cleaner and presser. Write me at once, 71 N. Front street, Mt. Clemens, Mich. Geo. L. Hutchison, proprietor.: [1378, 1122, 1623, 1165]
titusville-heading: TITUSVILLE: [732, 527, 872, 555]
polish-brass-text: Brass takes a most beautiful polish if it is washed in a mixture of one ounce of alum and a pint of lye boiled together for a short time; apply with rag or brush while hot.: [695, 1482, 909, 1526]
lodge-notice: King Solomon Lodge No. 78, New Brighton — Stated meeting second Wednesday each month. Alexander Webster, W. M.; James W. Butler, secretary.: [16, 255, 236, 288]
ad-race-body: BY KELLY MILLER. Dean of the College of Arts and Sciences, Howard University, Washington. LADIES OR GENTS. $2.00. Postpaid $2.15. Orders taken by Courier.: [1384, 182, 1618, 213]
news-paragraph: Mr. and Mrs. Eva Carpenter and family, Mrs. Susie Wares of Monongahela, attended the party at the home of Mrs. Mary Peyton last Friday evening.: [470, 1630, 684, 1663]
lodge-notice: Sewickley Star, No. 40, K. of P. meets first and third Tuesdays of each month on Beaver street. N. L. Young, C. C.; G. N. Pryor, K. of R. & S.; L. Alexander, M. of F.: [247, 224, 459, 257]
divider: [470, 545, 684, 547]
elizabeth-text-2: Advance lodge, No. 2595 G. U. O. of O. F. election as follows: Guardian Hiram Simmons; warden, James Barber; noble grand, Oscar Goodrich; vice grand, Frank Sweeny; worthy chaplain, Rev. John Lotterbery; worthy treasurer, Fred R. Batch; R. S. Ernest Moore; P. S. Fred R. Batch; P. N. G., A. T. Scott, P. F. Joseph K. Burgess; P. N. F., French E. H. Greene; advocate, Jesse Greene; degree lecturers, Fred R. Batch and French E. H. Greene.: [247, 1209, 459, 1310]
lodge-notice: Elizabeth No. 88, Elizabeth—Joseph Bell, W. M.; Robert A. Batch, secretary. Stated meeting fourth Tuesday.: [16, 698, 236, 720]
news-paragraph: Mr. and Mrs. Wm. Evans moved the past week and would be pleased to meet their friends hereafter at No. 1342 Jenny Lind street.: [470, 706, 684, 739]
news-paragraph: Messrs. I. E. Asbury, S. G. Walters and L. G. Mosebay spent last Sunday at Pittsburg.: [920, 144, 1134, 167]
morning-star-heading: Morning Star Baptist Church.: [507, 1269, 647, 1283]
oddfellows-notice: Bond of Love Lodge, No. 2514, first and third Tuesday evenings. George W. Stevenson, secretary, 54 McNaugher avenue.: [16, 1363, 236, 1396]
washington-heading: Washington, Pa.: [932, 49, 1121, 76]
news-paragraph: Mr. and Mrs. Wm. Scott have moved from Pearl street to Cemetery street.: [470, 1604, 684, 1625]
ad-porter-sig: J. M. PORTER, Proprietor.: [1451, 329, 1550, 339]
st-lukes-heading: I. O. OF ST. LUKES: [305, 414, 400, 428]
lodge-notice: Alpha Lodge No. 92, Pittsburg—Frank R. Stewart, W. M.; Herman Socks, secretary. Stated meeting third Tuesday.: [16, 761, 236, 784]
sharon-heading: SHARON, PA.: [498, 49, 656, 76]
ad-bransom-body: Scalp Treatment for Dandruff, Salt Rheum, Dry Itch Pimples, Sore Spots, etc., and on reasonable terms. Madam Walkers Wonderful Hair Grower Guaranteed. Call or write: [1380, 575, 1621, 607]
news-paragraph: Mrs. Sarah Latridge of North Side Pittsburg, spent Sunday with her brother, J. Newton Johnson and wife of East Chestnut street.: [920, 539, 1134, 572]
lodge-notice: Eureka No. 83, Bellevue—Stated communication second Wednesday each month.: [16, 671, 236, 694]
lodge-notice: Mt. Pisgah No. 91, Uniontown, Pa.—A. P. McClure, W. M.; J. H. Robinson, secretary. Stated meeting second Monday each month.: [16, 725, 236, 758]
lodge-notice: Iron City Lodge No. 17, I. B. P. O. E.—Meets second and fourth Thursday, Elk Rest, 39 Fulton street. Chas. Gantt, E. R.; H. E. Brooks, F. Sec.: [16, 863, 236, 896]
ad-rooming-head: Rooming House: [1418, 955, 1584, 979]
waynesburg-list: [247, 1330, 459, 1504]
news-paragraph: The Butler Colored Quick Steps defeated the Eureka team Saturday afternoon at Alemeda park by a score of 8 to 3.: [695, 375, 909, 409]
news-paragraph: On returning from church last Sunday Reuben H. Baker, Jr., was agreeably surprised to see his son Esker of Homestead, pleasantly seated on the front porch. To say Mr. Baker enjoyed the surprise is putting it mildly, as at this writing he is still talking about it.: [920, 577, 1134, 633]
notice-list: [247, 716, 459, 867]
news-paragraph: More than a score of little people gathered last Saturday afternoon at the home of Mr. and Mrs. S. G. Walters, Erie street, in honor of the birthday of their daughter Monsella. Games and music were the afternoon: [920, 1625, 1134, 1670]
iron-city-heading: IRON CITY COUNCIL: [297, 871, 409, 885]
news-paragraph: Much praise is due Miss Roy Johnson for the able manner in which she delivered her oration and also to Mrs. E. C. Dickerson, who rendered a solo. At the evening service Rev. W. H. Howell, D. D., of Lincoln University, delivered the sermon, and solos were given by Mesdames Mary Herman and E. C. Dickerson. The offering for the day was very large. Many of our members attended the Allegheny Baptist Association, which convened at McDonald, Pa., last week. The delegates report successful work in all lines. Rev. H. G. Hoey spoke to an appreciative audience Thursday evening.: [920, 1061, 1134, 1196]
waynesburg-heading: WAYNESBURG, PA.: [303, 1316, 402, 1329]
ad-rooming-body: centrally located and doing a good business. Well furnished. Best of reasons for selling at great sacrifice. Inquire at once. 1012 Wylie Avenue.: [1377, 980, 1625, 1012]
column-1: [16, 43, 236, 2230]
news-paragraph: Rev. and Mrs. Coleman attended the Allegheny Baptist association at McDonald, Pa.: [470, 374, 684, 396]
scottdale-heading: SCOTTDALE PA.: [480, 878, 674, 905]
news-paragraph: Rev. and Mrs. West and delegates Miss Virginia Dixon and Francis Fleemon attended district conference at Franklin, Pa.: [470, 220, 684, 253]
lodge-notice: Golden Shield No. 69, East End—David D. Richards, W. M.; Wm. S. Lewis, secretary. Stated meeting first Thursday.: [16, 521, 236, 554]
kop-notice: T. A. Wilson, K. of R. S.: [16, 1615, 108, 1625]
column-6: [1145, 43, 1359, 2230]
news-paragraph: The Sharon Giants lost to the Flats A. C. The main features of the game was the batting of Adell, Matthews and the pitching of Elmer Matthews.: [470, 505, 684, 538]
news-paragraph: The pulpit last Sunday morning was occupied by Rev. Jacob Skinner. The Sunday school was in charge of Assistant Superintendent H. D. Howell and was thoroughly reviewed the lesson. The evening sermon was delivered by Rev. Alexander Ellis, a former pastor of the Nazareth Baptist church.: [920, 781, 1134, 849]
news-paragraph: Evening services were well attended Sunday and a very nice program was rendered.: [470, 1578, 684, 1599]
ad-advertise: ADVERTISE: [1439, 1268, 1563, 1292]
news-paragraph: The old folks concert at the Mt. Zion Baptist church on Monday evening was well attended.: [470, 1461, 684, 1483]
divider: [470, 869, 684, 872]
leetsdale-byline: (By Rose Howard Lee): [1209, 783, 1294, 794]
royal-grand-heading: ROYAL GRAND No. 31 K. OF P.: [275, 168, 430, 182]
news-paragraph: The Ladies Aid will hold their next meeting on August 1st at Mrs. Nettie Carter's, Manfield, Pa.: [920, 1362, 1134, 1384]
page-header: [16, 13, 1636, 38]
news-paragraph: Messrs. Frank Gamble and Lorenze Hills were Pittsburg callers last Sunday.: [920, 689, 1134, 712]
divider: [1163, 1324, 1341, 1325]
ad-jones-name: MRS. E. JONES: [1401, 53, 1601, 83]
mckeesport-byline: (By S. D. Oliver.): [544, 581, 609, 592]
to-let-heading: TO LET: [1482, 910, 1520, 921]
news-paragraph: Household of Ruth 602 will give a reception for Washington Patriarchie 139 at the Odd Fellows' hall next Monday evening, July 31st.: [1145, 680, 1359, 714]
scottdale-byline: (By Blanche Moore.): [538, 906, 615, 917]
classifieds: [1369, 824, 1632, 944]
lodge-notice: Household of Ruth, No. 56—Meets first and third Fridays in each month N. S., Pittsburg, Pa. Mrs. Mattie Sutton, W. R.: [247, 311, 459, 345]
ad-jackson-body: Fine Carriages for Opera Parties 1909 Wylie Avenue, and 1608-1610 Bingham St., S. S.: [1378, 405, 1623, 426]
news-paragraph: Mr. McDonnell and family of Sharon Pa., have moved to Butler, Pa. We welcome them to our little city.: [695, 191, 909, 212]
news-paragraph: Samuel Greer and William Woods of Pittsburg, Pa., were guests of Miss Lena and Georgia Walters of Shore street.: [695, 300, 909, 333]
st-lukes-notice: No. 257, Eastern Star council, meets first and third Monday nights, at Thirty-sixth and Butler streets.: [247, 466, 459, 488]
capability-text: It is said that a woman does not possess the judicial mind. Maybe not, but one can always be trusted to make the most of a situation when "the jaw among half a dozen children.": [1145, 1539, 1359, 1584]
news-paragraph: Cyril Burke of Youngstown, visited relatives last week.: [470, 257, 684, 279]
column-rule: [241, 43, 242, 2230]
issue-date: SATURDAY, JULY 29, 1911.: [34, 16, 200, 31]
column-rule: [914, 43, 915, 2230]
news-paragraph: Mr. Stevens and niece went to Canonsburg Wednesday to see a sister whom he has not seen for forty-two years.: [920, 663, 1134, 685]
